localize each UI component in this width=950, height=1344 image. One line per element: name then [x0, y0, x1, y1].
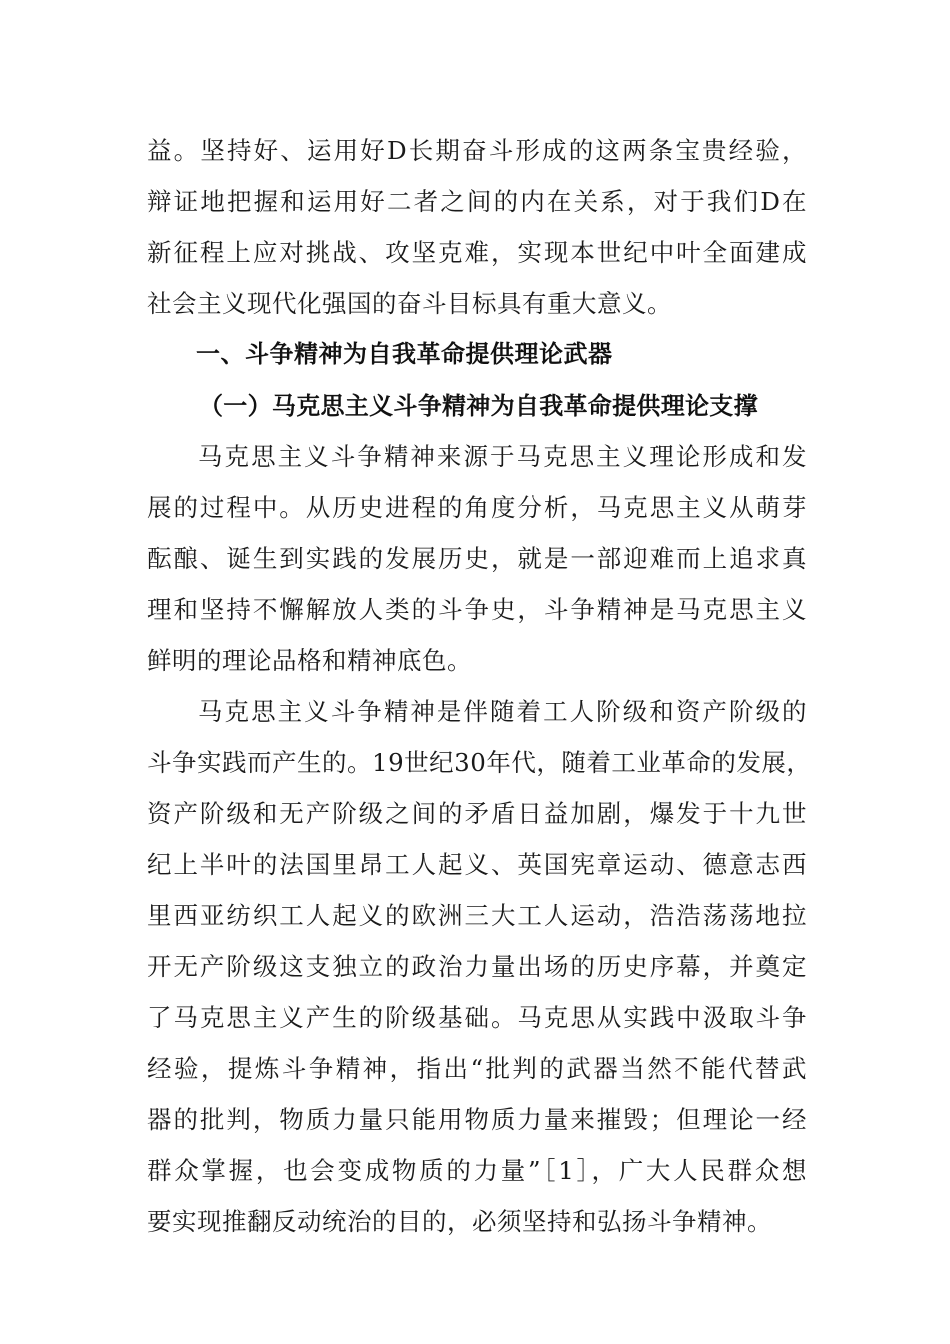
paragraph-2-line: 要实现推翻反动统治的目的，必须坚持和弘扬斗争精神。	[147, 1207, 772, 1236]
paragraph-1-line: 鲜明的理论品格和精神底色。	[147, 646, 472, 675]
paragraph-1-line: 展的过程中。从历史进程的角度分析，马克思主义从萌芽	[147, 493, 807, 522]
paragraph-2-line: 器的批判，物质力量只能用物质力量来摧毁；但理论一经	[147, 1105, 807, 1134]
paragraph-2-line: 马克思主义斗争精神是伴随着工人阶级和资产阶级的	[198, 697, 807, 726]
paragraph-1-line: 酝酿、诞生到实践的发展历史，就是一部迎难而上追求真	[147, 544, 807, 573]
paragraph-2-line: 纪上半叶的法国里昂工人起义、英国宪章运动、德意志西	[147, 850, 807, 879]
intro-line: 社会主义现代化强国的奋斗目标具有重大意义。	[147, 289, 672, 318]
section-heading: 一、斗争精神为自我革命提供理论武器	[196, 340, 613, 368]
paragraph-1-line: 理和坚持不懈解放人类的斗争史，斗争精神是马克思主义	[147, 595, 807, 624]
paragraph-2-line: 开无产阶级这支独立的政治力量出场的历史序幕，并奠定	[147, 952, 807, 981]
paragraph-2-line: 里西亚纺织工人起义的欧洲三大工人运动，浩浩荡荡地拉	[147, 901, 807, 930]
intro-line: 新征程上应对挑战、攻坚克难，实现本世纪中叶全面建成	[147, 238, 807, 267]
paragraph-2-line: 斗争实践而产生的。19世纪30年代，随着工业革命的发展，	[147, 748, 812, 777]
paragraph-2-line: 群众掌握，也会变成物质的力量”［1］，广大人民群众想	[147, 1156, 807, 1185]
intro-line: 辩证地把握和运用好二者之间的内在关系，对于我们D在	[147, 187, 807, 216]
intro-line: 益。坚持好、运用好D长期奋斗形成的这两条宝贵经验，	[147, 136, 807, 165]
document-body	[147, 125, 812, 1247]
paragraph-1-line: 马克思主义斗争精神来源于马克思主义理论形成和发	[198, 442, 807, 471]
paragraph-2-line: 了马克思主义产生的阶级基础。马克思从实践中汲取斗争	[147, 1003, 807, 1032]
subsection-heading: （一）马克思主义斗争精神为自我革命提供理论支撑	[199, 391, 758, 420]
paragraph-2-line: 资产阶级和无产阶级之间的矛盾日益加剧，爆发于十九世	[147, 799, 807, 828]
paragraph-2-line: 经验，提炼斗争精神，指出“批判的武器当然不能代替武	[147, 1054, 807, 1083]
